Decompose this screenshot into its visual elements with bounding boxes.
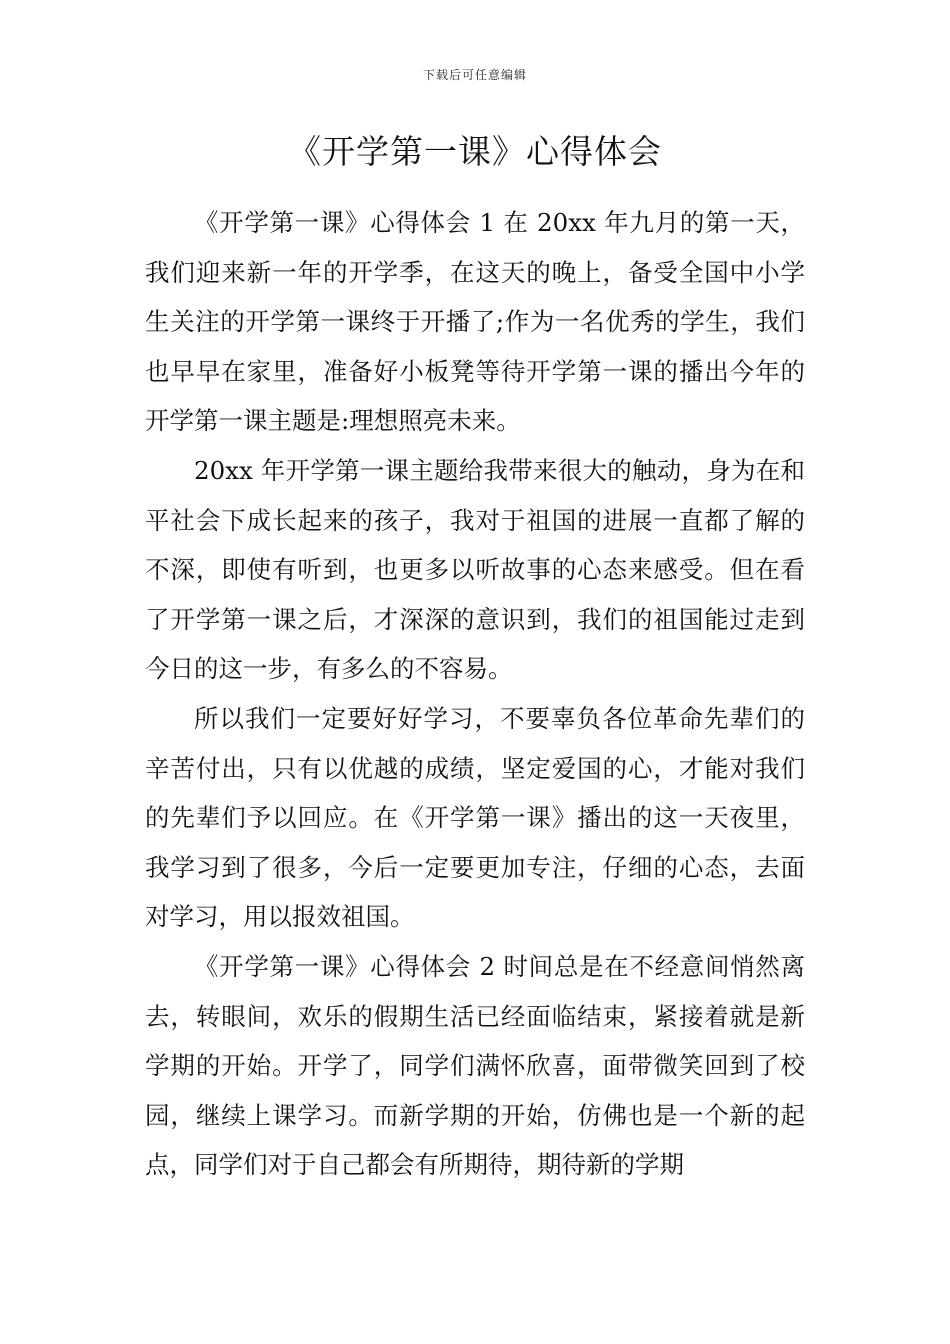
paragraph-3: 所以我们一定要好好学习，不要辜负各位革命先辈们的辛苦付出，只有以优越的成绩，坚定爱国的心，才能对我们的先辈们予以回应。在《开学第一课》播出的这一天夜里，我学习到了很多，今后一定要更加专注，仔细的心态，去面对学习，用以报效祖国。: [145, 703, 805, 932]
paragraph-2: 20xx 年开学第一课主题给我带来很大的触动，身为在和平社会下成长起来的孩子，我对于祖国的进展一直都了解的不深，即使有听到，也更多以听故事的心态来感受。但在看了开学第一课之后，才深深的意识到，我们的祖国能过走到今日的这一步，有多么的不容易。: [145, 455, 805, 684]
document-title: 《开学第一课》心得体会: [288, 132, 662, 171]
header-note: 下载后可任意编辑: [422, 68, 527, 82]
paragraph-4: 《开学第一课》心得体会 2 时间总是在不经意间悄然离去，转眼间，欢乐的假期生活已经面临结束，紧接着就是新学期的开始。开学了，同学们满怀欣喜，面带微笑回到了校园，继续上课学习。而新学期的开始，仿佛也是一个新的起点，同学们对于自己都会有所期待，期待新的学期: [145, 951, 805, 1180]
document-body: [145, 198, 805, 1190]
paragraph-1: 《开学第一课》心得体会 1 在 20xx 年九月的第一天，我们迎来新一年的开学季，在这天的晚上，备受全国中小学生关注的开学第一课终于开播了;作为一名优秀的学生，我们也早早在家里，准备好小板凳等待开学第一课的播出今年的开学第一课主题是:理想照亮未来。: [145, 208, 805, 436]
